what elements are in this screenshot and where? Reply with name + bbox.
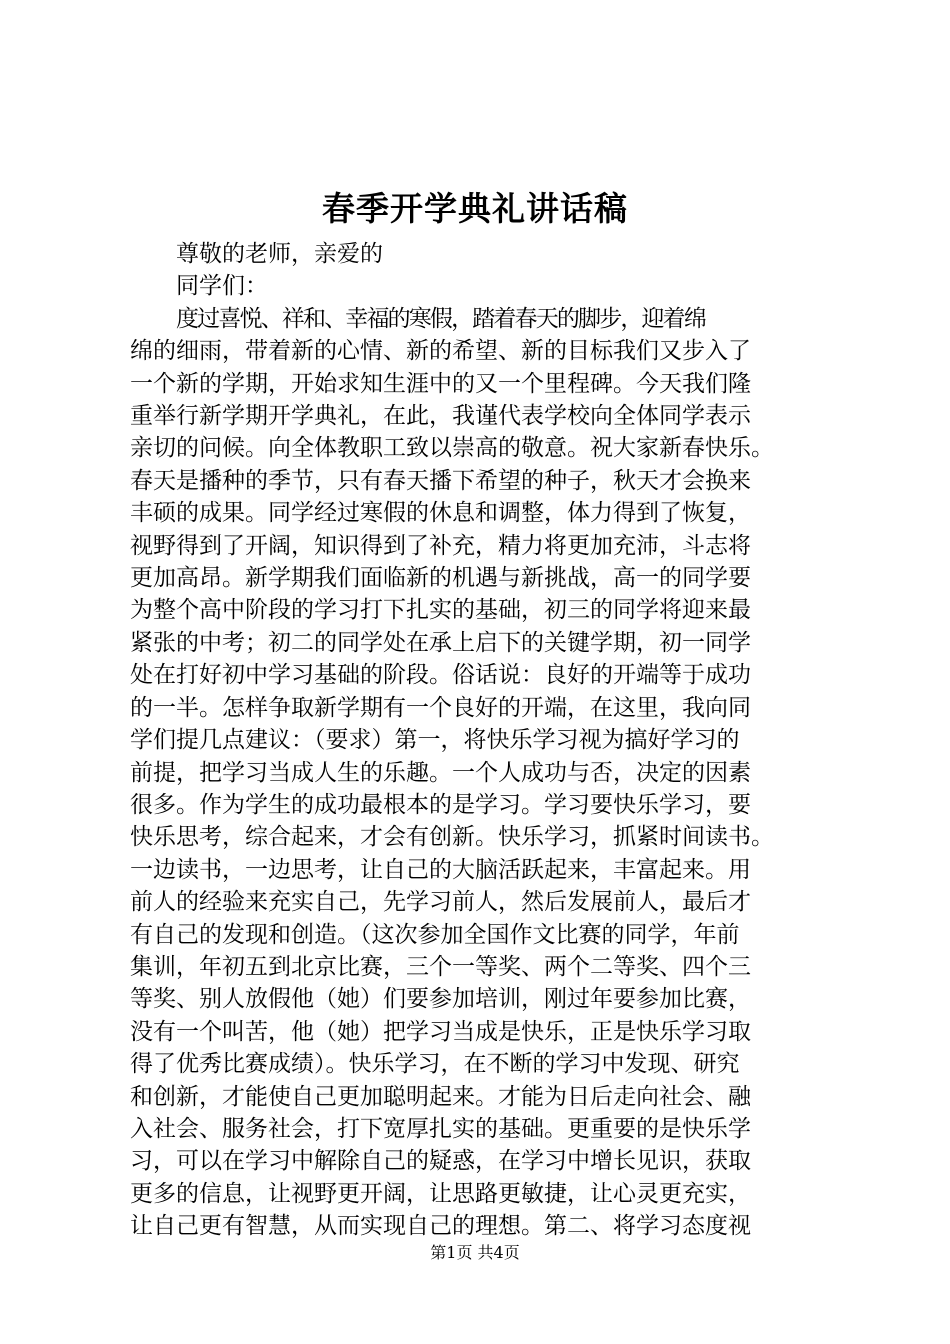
text-line: 亲切的问候。向全体教职工致以崇高的敬意。祝大家新春快乐。 [130,435,774,462]
text-line: 等奖、别人放假他（她）们要参加培训，刚过年要参加比赛， [130,986,751,1013]
body-continuation [130,335,830,1242]
text-line: 学们提几点建议：（要求）第一，将快乐学习视为搞好学习的 [130,727,740,754]
text-line: 快乐思考，综合起来，才会有创新。快乐学习，抓紧时间读书。 [130,824,774,851]
text-line: 集训，年初五到北京比赛，三个一等奖、两个二等奖、四个三 [130,953,751,980]
text-line: 春天是播种的季节，只有春天播下希望的种子，秋天才会换来 [130,467,751,494]
text-line: 更多的信息，让视野更开阔，让思路更敏捷，让心灵更充实， [130,1180,751,1207]
text-line: 很多。作为学生的成功最根本的是学习。学习要快乐学习，要 [130,791,751,818]
text-line: 入社会、服务社会，打下宽厚扎实的基础。更重要的是快乐学 [130,1115,751,1142]
text-line: 视野得到了开阔，知识得到了补充，精力将更加充沛，斗志将 [130,532,751,559]
greeting-line: 同学们： [176,273,268,300]
text-line: 得了优秀比赛成绩）。快乐学习，在不断的学习中发现、研究 [130,1051,740,1078]
greeting-line: 尊敬的老师，亲爱的 [176,241,383,267]
body-paragraph [130,303,830,335]
text-line: 重举行新学期开学典礼，在此，我谨代表学校向全体同学表示 [130,403,751,430]
text-line: 一边读书，一边思考，让自己的大脑活跃起来，丰富起来。用 [130,856,751,883]
document-body [130,238,830,1243]
text-line: 度过喜悦、祥和、幸福的寒假，踏着春天的脚步，迎着绵 [176,305,706,332]
text-line: 紧张的中考；初二的同学处在承上启下的关键学期，初一同学 [130,629,751,656]
text-line: 一个新的学期，开始求知生涯中的又一个里程碑。今天我们隆 [130,370,751,397]
page-footer: 第1页 共4页 [430,1243,520,1262]
document-title: 春季开学典礼讲话稿 [322,189,628,228]
text-line: 绵的细雨，带着新的心情、新的希望、新的目标我们又步入了 [130,338,751,365]
text-line: 没有一个叫苦，他（她）把学习当成是快乐，正是快乐学习取 [130,1018,751,1045]
text-line: 的一半。怎样争取新学期有一个良好的开端，在这里，我向同 [130,694,751,721]
text-line: 丰硕的成果。同学经过寒假的休息和调整，体力得到了恢复， [130,500,751,527]
text-line: 前提，把学习当成人生的乐趣。一个人成功与否，决定的因素 [130,759,751,786]
text-line: 有自己的发现和创造。（这次参加全国作文比赛的同学，年前 [130,921,740,948]
text-line: 前人的经验来充实自己，先学习前人，然后发展前人，最后才 [130,889,751,916]
text-line: 为整个高中阶段的学习打下扎实的基础，初三的同学将迎来最 [130,597,751,624]
text-line: 和创新，才能使自己更加聪明起来。才能为日后走向社会、融 [130,1083,751,1110]
text-line: 让自己更有智慧，从而实现自己的理想。第二、将学习态度视 [130,1213,751,1240]
text-line: 更加高昂。新学期我们面临新的机遇与新挑战，高一的同学要 [130,565,751,592]
text-line: 处在打好初中学习基础的阶段。俗话说：良好的开端等于成功 [130,662,751,689]
text-line: 习，可以在学习中解除自己的疑惑，在学习中增长见识，获取 [130,1148,751,1175]
